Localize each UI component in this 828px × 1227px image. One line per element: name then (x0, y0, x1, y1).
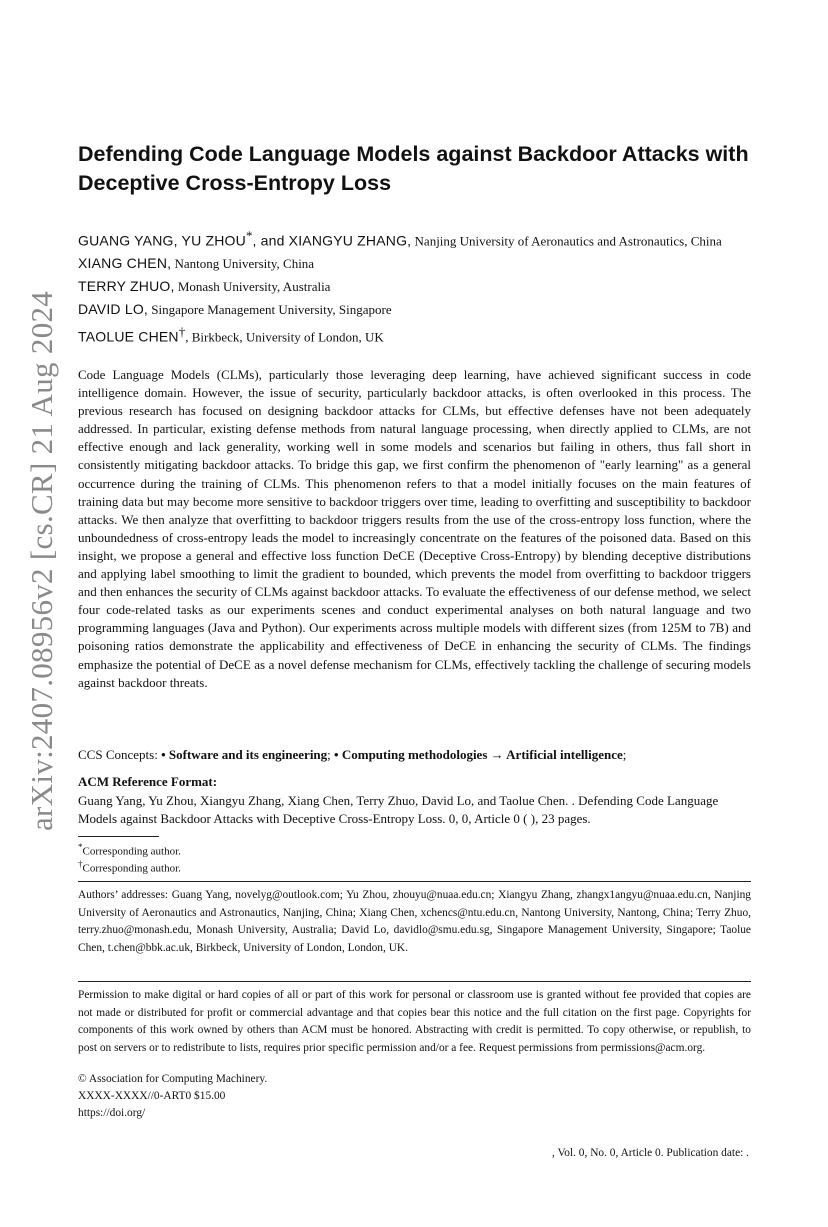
copyright-notice: © Association for Computing Machinery. (78, 1073, 268, 1085)
ccs-concept: • Computing methodologies → Artificial intelligence (334, 747, 623, 762)
authors-addresses: Authors’ addresses: Guang Yang, novelyg@outlook.com; Yu Zhou, zhouyu@nuaa.edu.cn; Xiangyu Zhang, zhangx1angyu@nuaa.edu.cn, Nanjing University of Aeronautics and Astronautics, Nanjing, China; Xiang Chen, xchencs@ntu.edu.cn, Nantong University, Nantong, China; Terry Zhuo, terry.zhuo@monash.edu, Monash University, Australia; David Lo, davidlo@smu.edu.sg, Singapore Management University, Singapore; Taolue Chen, t.chen@bbk.ac.uk, Birkbeck, University of London, London, UK. (78, 889, 751, 954)
doi-link[interactable]: https://doi.org/ (78, 1107, 146, 1119)
author-affiliation: , Birkbeck, University of London, UK (185, 329, 384, 345)
page-footer: , Vol. 0, No. 0, Article 0. Publication date: . (552, 1147, 749, 1159)
author-line-4 (78, 298, 758, 321)
acm-reference-heading: ACM Reference Format: (78, 774, 218, 789)
author-names: XIANG CHEN, (78, 255, 172, 272)
footnote-text: Corresponding author. (82, 862, 181, 875)
corresponding-mark: † (178, 324, 186, 340)
footnote-1 (78, 842, 181, 858)
author-block (78, 225, 758, 349)
footnote-mark: * (78, 842, 83, 852)
author-affiliation: Singapore Management University, Singapore (148, 302, 392, 318)
paper-title: Defending Code Language Models against Backdoor Attacks with Deceptive Cross-Entropy Loss (78, 142, 749, 195)
ccs-separator: ; (327, 747, 335, 762)
author-names: DAVID LO, (78, 301, 149, 318)
author-line-3 (78, 275, 758, 298)
author-names: , and XIANGYU ZHANG, (252, 232, 412, 249)
footnote-mark: † (78, 859, 83, 869)
section-divider (78, 881, 751, 882)
author-names: GUANG YANG, YU ZHOU (78, 232, 246, 249)
ccs-concept: • Software and its engineering (161, 747, 328, 762)
footnote-2 (78, 859, 181, 875)
author-affiliation: Nantong University, China (171, 256, 315, 272)
arxiv-identifier-stamp: arXiv:2407.08956v2 [cs.CR] 21 Aug 2024 (24, 290, 59, 831)
author-line-2 (78, 252, 758, 275)
ccs-prefix: CCS Concepts: (78, 747, 162, 762)
acm-reference-text: Guang Yang, Yu Zhou, Xiangyu Zhang, Xiang Chen, Terry Zhuo, David Lo, and Taolue Chen. . Defending Code Language Models against Backdoor Attacks with Deceptive Cross-Entropy Loss. 0, 0, Article 0 ( ), 23 pages. (78, 793, 719, 826)
section-divider (78, 981, 751, 982)
abstract: Code Language Models (CLMs), particularly those leveraging deep learning, have achieved significant success in code intelligence domain. However, the issue of security, particularly backdoor attacks, is often overlooked in this process. The previous research has focused on designing backdoor attacks for CLMs, but effective defenses have not been adequately addressed. In particular, existing defense methods from natural language processing, when directly applied to CLMs, are not effective enough and lack generality, working well in some models and scenarios but failing in others, thus fall short in consistently mitigating backdoor attacks. To bridge this gap, we first confirm the phenomenon of "early learning" as a general occurrence during the training of CLMs. This phenomenon refers to that a model initially focuses on the main features of training data but may become more sensitive to backdoor triggers over time, leading to overfitting and susceptibility to backdoor attacks. We then analyze that overfitting to backdoor triggers results from the use of the cross-entropy loss function, where the unboundedness of cross-entropy leads the model to increasingly concentrate on the features of the poisoned data. Based on this insight, we propose a general and effective loss function DeCE (Deceptive Cross-Entropy) by blending deceptive distributions and applying label smoothing to limit the gradient to bounded, which prevents the model from overfitting to backdoor triggers and then enhances the security of CLMs against backdoor attacks. To evaluate the effectiveness of our defense method, we select four code-related tasks as our experiments scenes and conduct experimental analyses on both natural language and two programming languages (Java and Python). Our experiments across multiple models with different sizes (from 125M to 7B) and poisoning ratios demonstrate the applicability and effectiveness of DeCE in enhancing the security of CLMs. The findings emphasize the potential of DeCE as a novel defense mechanism for CLMs, effectively tackling the challenge of securing models against backdoor threats. (78, 367, 751, 690)
author-names: TERRY ZHUO, (78, 278, 175, 295)
author-names: TAOLUE CHEN (78, 328, 179, 345)
footnote-text: Corresponding author. (82, 845, 181, 858)
permission-notice: Permission to make digital or hard copies of all or part of this work for personal or classroom use is granted without fee provided that copies are not made or distributed for profit or commercial advantage and that copies bear this notice and the full citation on the first page. Copyrights for components of this work owned by others than ACM must be honored. Abstracting with credit is permitted. To copy otherwise, or republish, to post on servers or to redistribute to lists, requires prior specific permission and/or a fee. Request permissions from permissions@acm.org. (78, 989, 751, 1055)
author-affiliation: Monash University, Australia (174, 279, 331, 295)
ccs-concepts (78, 747, 758, 763)
author-line-1 (78, 225, 758, 252)
corresponding-mark: * (245, 228, 253, 243)
author-line-5 (78, 321, 758, 348)
footnote-divider (78, 836, 159, 837)
ccs-suffix: ; (622, 747, 627, 762)
author-affiliation: Nanjing University of Aeronautics and Astronautics, China (411, 233, 722, 249)
isbn-line: XXXX-XXXX//0-ART0 $15.00 (78, 1090, 226, 1102)
